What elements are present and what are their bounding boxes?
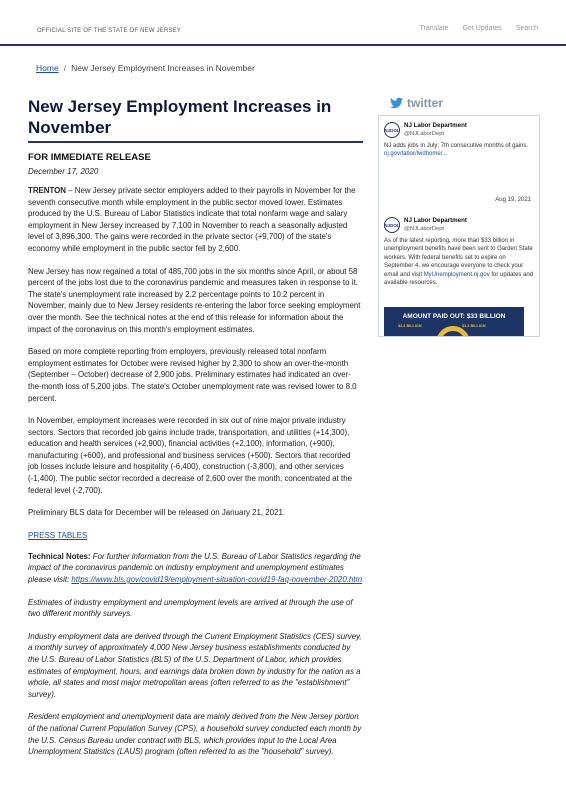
tweet-author — [384, 122, 534, 138]
paragraph-3: Based on more complete reporting from employers, previously released total nonfarm employment estimates for October were revised higher by 2,300 to show an over-the-month (September – October) decrease of 2,900 jobs. Preliminary estimates had indicated an over-the-month loss of 5,200 jobs. The state's October unemployment rate was revised lower to 8.0 percent. — [28, 347, 357, 403]
tweet-link[interactable]: nj.gov/labor/lwdhome/... — [384, 151, 448, 158]
tweet-author-handle: @NJLaborDept — [404, 226, 445, 232]
paragraph-1-text: – New Jersey private sector employers added to their payrolls in November for the seventh consecutive month while employment in the public sector moved lower. Estimates produced by the U.S. Bureau of Labor Statistics indicate that total nonfarm wage and salary employment in New Jersey increased by 7,100 in November to reach a seasonally adjusted level of 3,896,300. The gains were recorded in the private sector (+9,700) of the state's economy while employment in the public sector fell by 2,600. — [28, 186, 356, 253]
tweet-link[interactable]: MyUnemployment.nj.gov — [423, 271, 490, 278]
article — [28, 96, 363, 758]
press-tables-link[interactable]: PRESS TABLES — [28, 530, 88, 540]
tweet-text-body: As of the latest reporting, more than $33 billion in unemployment benefits have been sent to Garden State workers. With federal benefits set to expire on September 4, we encourage everyone to check your email and visit — [384, 238, 533, 278]
note-surveys: Estimates of industry employment and unemployment levels are arrived at through the use of two different monthly surveys. — [28, 597, 353, 619]
breadcrumb-separator: / — [63, 63, 67, 73]
paragraph-5: Preliminary BLS data for December will be released on January 21, 2021. — [28, 508, 286, 518]
page-title: New Jersey Employment Increases in November — [28, 96, 363, 143]
infographic-title: AMOUNT PAID OUT: $33 BILLION — [402, 313, 506, 320]
translate-link[interactable]: Translate — [419, 25, 449, 32]
dateline: TRENTON — [28, 186, 66, 195]
tweet-author-handle: @NJLaborDept — [404, 131, 445, 137]
twitter-feed[interactable] — [378, 115, 540, 337]
get-updates-link[interactable]: Get Updates — [462, 25, 502, 32]
avatar: NJDOL — [384, 122, 400, 138]
release-label: FOR IMMEDIATE RELEASE — [28, 152, 151, 163]
paragraph-2: New Jersey has now regained a total of 485,700 jobs in the six months since April, or about 58 percent of the jobs lost due to the coronavirus pandemic and measures taken in response to it. The state's unemployment rate increased by 2.2 percentage points to 10.2 percent in November, mainly due to New Jersey residents re-entering the labor force seeking employment over the month. See the technical notes at the end of this release for information about the impact of the coronavirus on this month's employment estimates. — [28, 266, 361, 334]
breadcrumb — [36, 63, 255, 73]
release-date: December 17, 2020 — [28, 167, 99, 176]
tweet-author-name: NJ Labor Department — [404, 122, 467, 129]
tweet-author-name: NJ Labor Department — [404, 217, 467, 224]
tweet-date: Aug 19, 2021 — [495, 197, 531, 203]
note-ces: Industry employment data are derived through the Current Employment Statistics (CES) survey, a monthly survey of approximately 4,000 New Jersey business establishments conducted by the U.S. Bureau of Labor Statistics (BLS) of the U.S. Department of Labor, which provides estimates of employment, hours, and earnings data broken down by industry for the nation as a whole, all states and most major metropolitan areas (often referred to as the "establishment" survey). — [28, 631, 362, 699]
paragraph-1 — [28, 185, 363, 255]
tweet[interactable] — [384, 122, 534, 159]
avatar: NJDOL — [384, 217, 400, 233]
twitter-widget — [378, 95, 540, 337]
technical-notes-text: For further information from the U.S. Bureau of Labor Statistics regarding the impact of the coronavirus pandemic on industry employment and unemployment estimates please visit: — [28, 551, 361, 585]
twitter-heading: twitter — [407, 96, 443, 110]
search-link[interactable]: Search — [515, 25, 538, 32]
tweet-text-body: NJ adds jobs in July; 7th consecutive months of gains. — [384, 143, 529, 149]
breadcrumb-home-link[interactable]: Home — [36, 63, 59, 73]
breadcrumb-current: New Jersey Employment Increases in November — [71, 63, 255, 73]
paragraph-4: In November, employment increases were recorded in six out of nine major private industry sectors. Sectors that recorded job gains include trade, transportation, and utilities (+14,300), education and health services (+2,900), financial activities (+2,100), information, (+900), manufacturing (+600), and professional and business services (+500). Sectors that recorded job losses include leisure and hospitality (-6,400), construction (-3,800), and other services (-1,400). The public sector recorded a decrease of 2,600 over the month, concentrated at the federal level (-2,700). — [28, 416, 353, 495]
technical-notes-label: Technical Notes: — [28, 551, 91, 561]
bls-faq-link[interactable]: https://www.bls.gov/covid19/employment-situation-covid19-faq-november-2020.htm — [71, 575, 363, 585]
tweet-author — [384, 217, 534, 233]
tweet-infographic-image[interactable] — [384, 307, 524, 337]
infographic-right-value: $3.3 BILLION — [462, 324, 486, 328]
official-site-label: OFFICIAL SITE OF THE STATE OF NEW JERSEY — [37, 28, 182, 34]
note-cps: Resident employment and unemployment data are mainly derived from the New Jersey portion of the national Current Population Survey (CPS), a household survey conducted each month by the U.S. Census Bureau under contract with BLS, which provides input to the Local Area Unemployment Statistics (LAUS) program (often referred to as the "household" survey). — [28, 712, 362, 757]
tweet-text-tail: for updates and available resources. — [384, 271, 534, 287]
twitter-bird-icon — [390, 97, 403, 109]
tweet[interactable] — [384, 217, 534, 287]
top-nav — [420, 25, 538, 32]
tweet-text — [384, 142, 534, 159]
infographic-left-value: $2.4 BILLION — [398, 324, 422, 328]
site-header — [0, 0, 566, 46]
tweet-text — [384, 237, 534, 287]
technical-notes — [28, 551, 363, 586]
twitter-header — [390, 95, 540, 111]
